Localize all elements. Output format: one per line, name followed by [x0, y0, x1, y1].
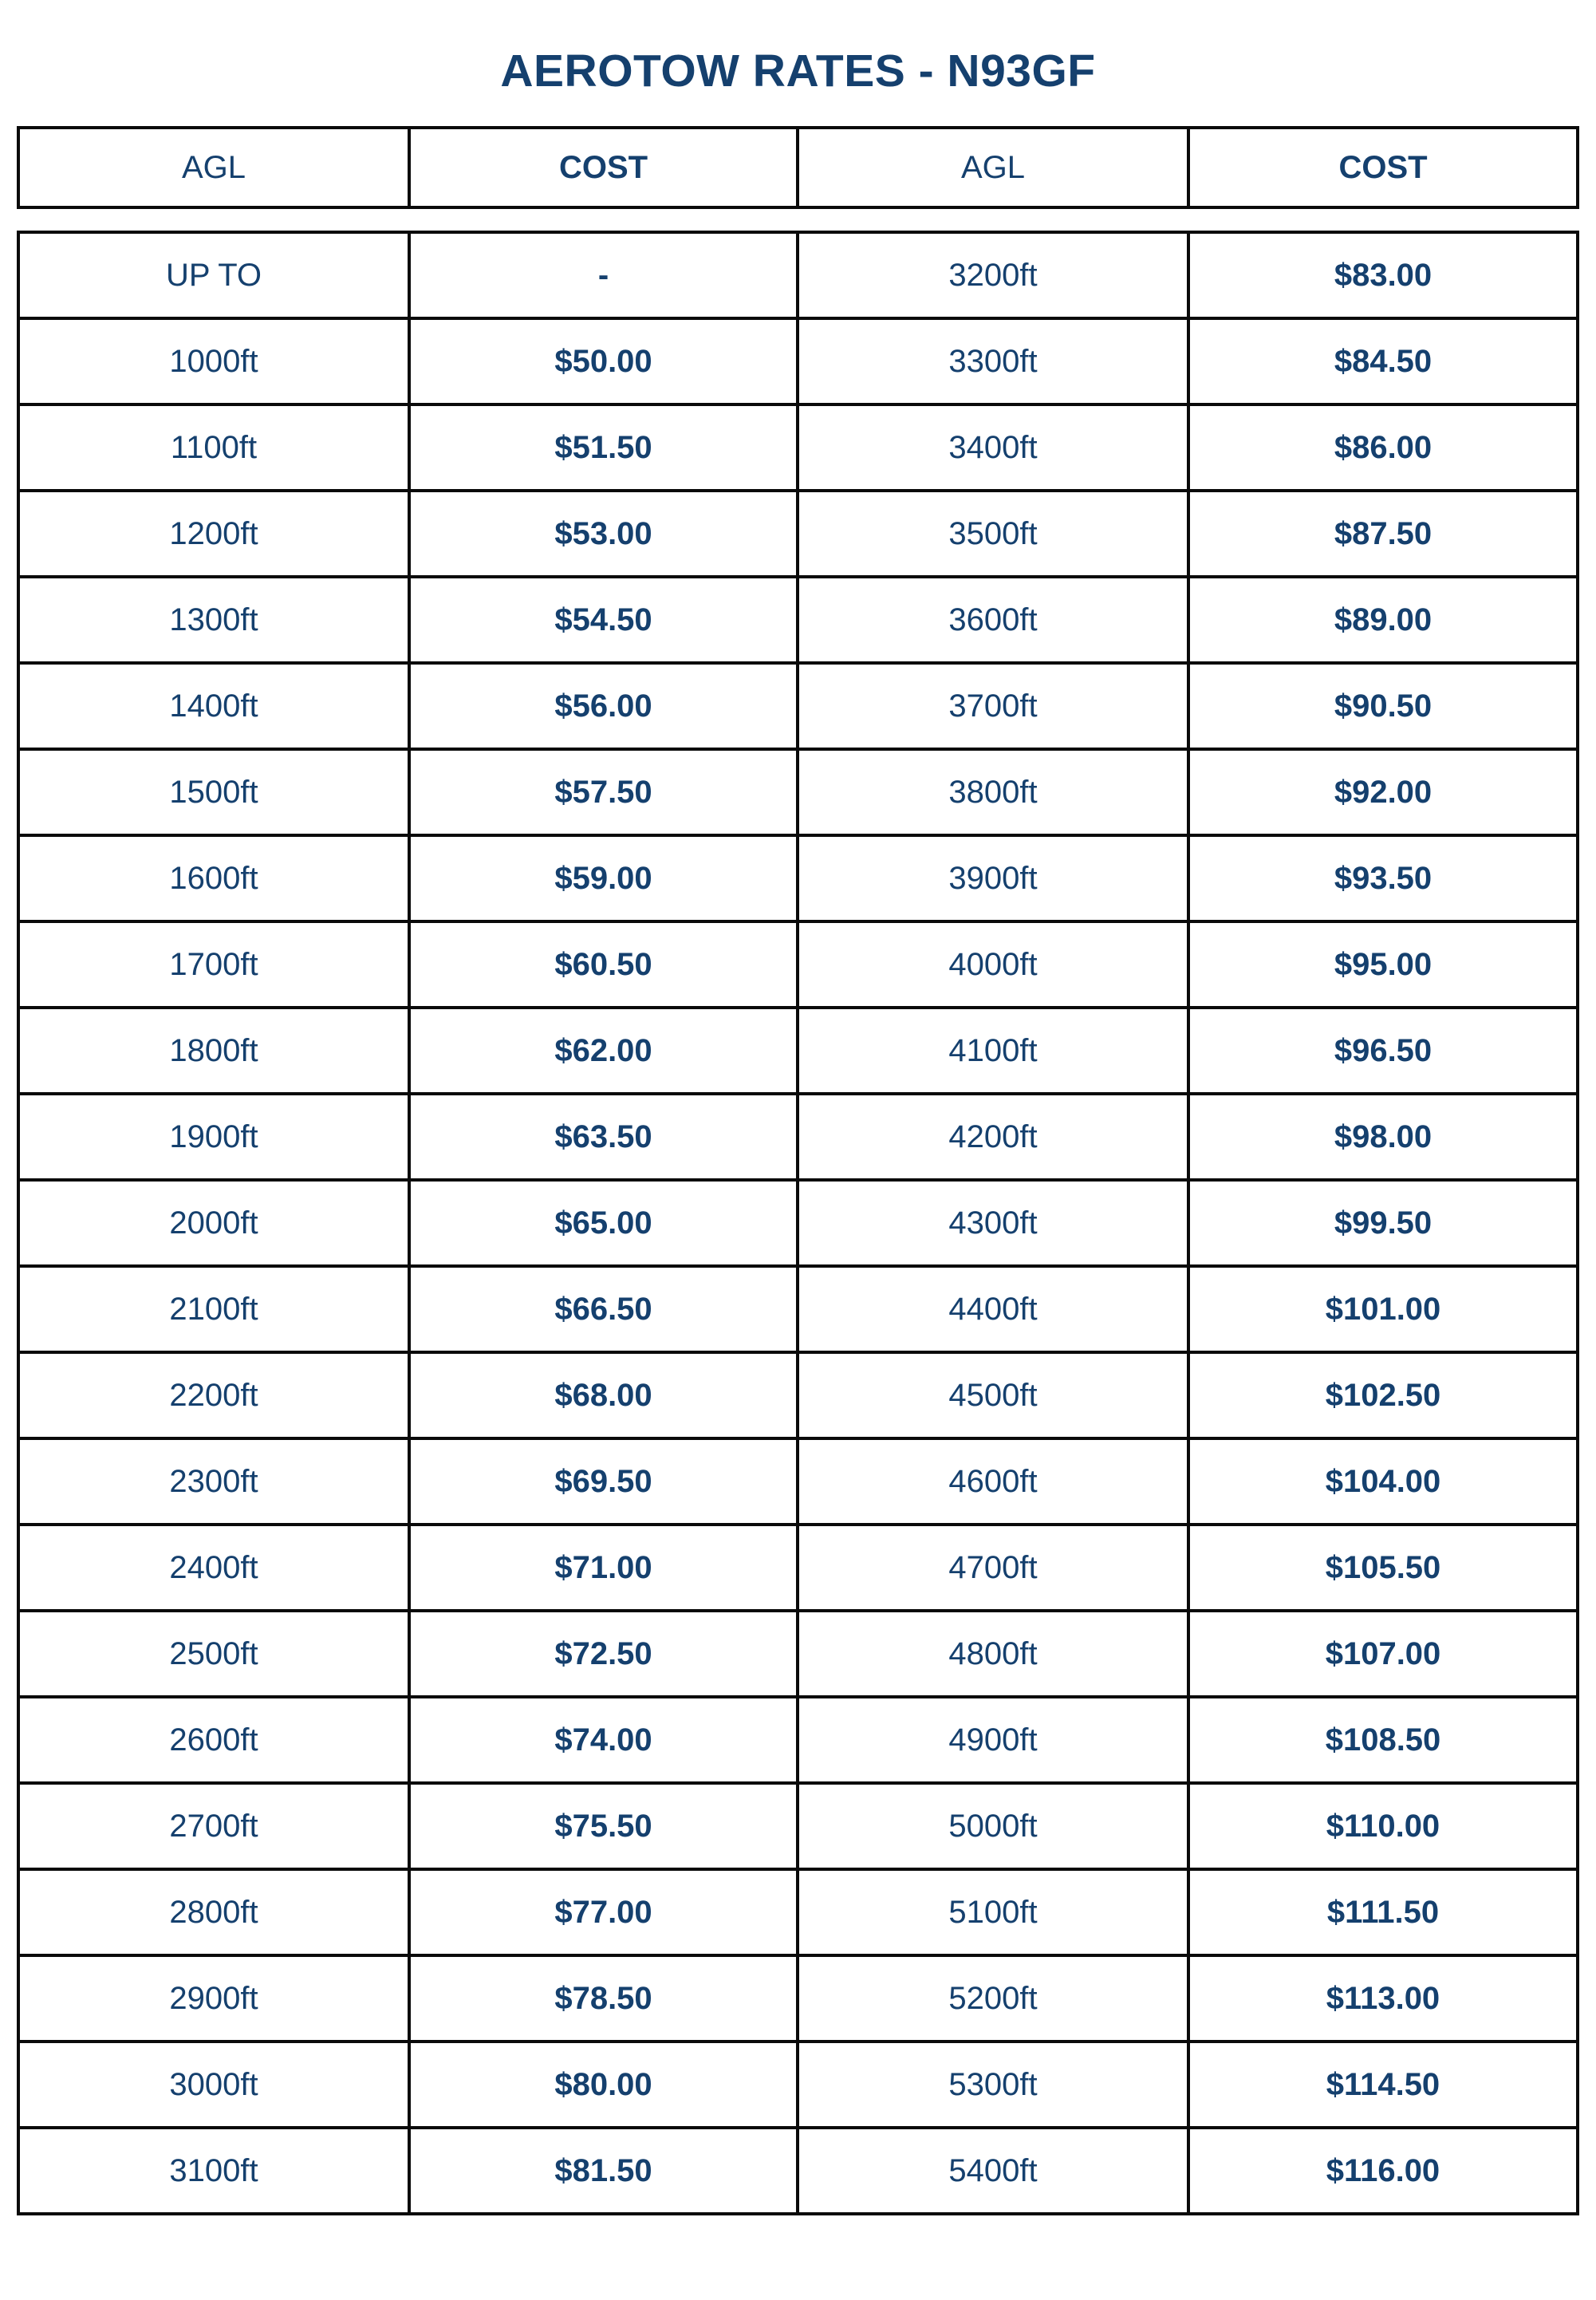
cell-agl-left: 2000ft: [18, 1180, 409, 1266]
cell-cost-right: $86.00: [1188, 404, 1578, 491]
table-row: [18, 1008, 1578, 1094]
cell-cost-right: $96.50: [1188, 1008, 1578, 1094]
cell-cost-right: $104.00: [1188, 1438, 1578, 1525]
table-row: [18, 2042, 1578, 2128]
cell-cost-left: $62.00: [409, 1008, 798, 1094]
cell-agl-left: 1600ft: [18, 835, 409, 921]
cell-agl-right: 4900ft: [798, 1697, 1188, 1783]
table-row: [18, 921, 1578, 1008]
cell-cost-right: $105.50: [1188, 1525, 1578, 1611]
cell-agl-left: 3100ft: [18, 2128, 409, 2214]
cell-agl-left: 2500ft: [18, 1611, 409, 1697]
cell-agl-left: UP TO: [18, 232, 409, 318]
cell-cost-left: $57.50: [409, 749, 798, 835]
cell-agl-right: 4000ft: [798, 921, 1188, 1008]
cell-agl-right: 4700ft: [798, 1525, 1188, 1611]
cell-agl-right: 4400ft: [798, 1266, 1188, 1352]
cell-cost-right: $99.50: [1188, 1180, 1578, 1266]
table-row: [18, 1525, 1578, 1611]
cell-agl-left: 2100ft: [18, 1266, 409, 1352]
cell-agl-right: 5400ft: [798, 2128, 1188, 2214]
page-title: AEROTOW RATES - N93GF: [500, 45, 1096, 97]
cell-cost-left: $78.50: [409, 1955, 798, 2042]
cell-agl-right: 5000ft: [798, 1783, 1188, 1869]
cell-cost-left: $51.50: [409, 404, 798, 491]
table-row: [18, 491, 1578, 577]
table-row: [18, 1783, 1578, 1869]
table-row: [18, 749, 1578, 835]
cell-agl-right: 4500ft: [798, 1352, 1188, 1438]
cell-cost-right: $113.00: [1188, 1955, 1578, 2042]
cell-cost-right: $101.00: [1188, 1266, 1578, 1352]
cell-agl-right: 4200ft: [798, 1094, 1188, 1180]
table-row: [18, 663, 1578, 749]
table-row: [18, 1094, 1578, 1180]
cell-cost-left: $59.00: [409, 835, 798, 921]
cell-cost-left: $56.00: [409, 663, 798, 749]
cell-cost-right: $87.50: [1188, 491, 1578, 577]
table-row: [18, 835, 1578, 921]
cell-agl-left: 1200ft: [18, 491, 409, 577]
cell-cost-left: $74.00: [409, 1697, 798, 1783]
cell-agl-left: 2900ft: [18, 1955, 409, 2042]
cell-cost-left: $66.50: [409, 1266, 798, 1352]
cell-cost-left: $65.00: [409, 1180, 798, 1266]
cell-cost-left: $80.00: [409, 2042, 798, 2128]
cell-cost-left: $71.00: [409, 1525, 798, 1611]
table-row: [18, 1955, 1578, 2042]
cell-agl-left: 2600ft: [18, 1697, 409, 1783]
cell-agl-right: 4300ft: [798, 1180, 1188, 1266]
cell-agl-left: 1300ft: [18, 577, 409, 663]
cell-cost-right: $114.50: [1188, 2042, 1578, 2128]
table-row: [18, 318, 1578, 404]
cell-cost-left: $69.50: [409, 1438, 798, 1525]
cell-agl-right: 3300ft: [798, 318, 1188, 404]
cell-cost-right: $90.50: [1188, 663, 1578, 749]
cell-cost-left: $75.50: [409, 1783, 798, 1869]
cell-agl-right: 3900ft: [798, 835, 1188, 921]
table-row: [18, 1266, 1578, 1352]
table-row: [18, 1438, 1578, 1525]
table-row: [18, 404, 1578, 491]
cell-agl-right: 4100ft: [798, 1008, 1188, 1094]
cell-cost-right: $102.50: [1188, 1352, 1578, 1438]
cell-agl-right: 5300ft: [798, 2042, 1188, 2128]
cell-cost-left: $68.00: [409, 1352, 798, 1438]
table-row: [18, 1697, 1578, 1783]
cell-agl-right: 3600ft: [798, 577, 1188, 663]
cell-agl-right: 3200ft: [798, 232, 1188, 318]
cell-agl-right: 5100ft: [798, 1869, 1188, 1955]
cell-agl-left: 1500ft: [18, 749, 409, 835]
cell-cost-right: $89.00: [1188, 577, 1578, 663]
cell-agl-left: 1900ft: [18, 1094, 409, 1180]
cell-agl-right: 3500ft: [798, 491, 1188, 577]
cell-agl-right: 4800ft: [798, 1611, 1188, 1697]
cell-cost-right: $111.50: [1188, 1869, 1578, 1955]
cell-cost-right: $83.00: [1188, 232, 1578, 318]
cell-cost-right: $107.00: [1188, 1611, 1578, 1697]
column-header-cost-right: COST: [1188, 128, 1578, 207]
rate-sheet-page: [0, 30, 1596, 2300]
cell-agl-left: 1400ft: [18, 663, 409, 749]
table-row: [18, 2128, 1578, 2214]
cell-cost-left: $53.00: [409, 491, 798, 577]
cell-agl-left: 2200ft: [18, 1352, 409, 1438]
table-row: [18, 232, 1578, 318]
cell-agl-left: 1800ft: [18, 1008, 409, 1094]
table-row: [18, 577, 1578, 663]
cell-agl-left: 2800ft: [18, 1869, 409, 1955]
cell-agl-left: 2300ft: [18, 1438, 409, 1525]
column-header-agl-left: AGL: [18, 128, 409, 207]
cell-cost-left: $60.50: [409, 921, 798, 1008]
cell-cost-right: $110.00: [1188, 1783, 1578, 1869]
cell-agl-left: 2400ft: [18, 1525, 409, 1611]
rates-table-body: [17, 231, 1579, 2215]
cell-agl-right: 3700ft: [798, 663, 1188, 749]
cell-cost-left: $63.50: [409, 1094, 798, 1180]
table-row: [18, 1869, 1578, 1955]
rates-table-header: [17, 126, 1579, 209]
table-header-row: [18, 128, 1578, 207]
cell-agl-right: 3800ft: [798, 749, 1188, 835]
table-row: [18, 1352, 1578, 1438]
cell-cost-right: $93.50: [1188, 835, 1578, 921]
column-header-cost-left: COST: [409, 128, 798, 207]
cell-agl-left: 3000ft: [18, 2042, 409, 2128]
cell-cost-right: $98.00: [1188, 1094, 1578, 1180]
table-row: [18, 1180, 1578, 1266]
cell-cost-right: $108.50: [1188, 1697, 1578, 1783]
cell-cost-left: $72.50: [409, 1611, 798, 1697]
cell-cost-right: $95.00: [1188, 921, 1578, 1008]
cell-cost-right: $92.00: [1188, 749, 1578, 835]
rates-table-body-rows: [18, 232, 1578, 2214]
table-row: [18, 1611, 1578, 1697]
cell-agl-left: 1700ft: [18, 921, 409, 1008]
cell-agl-left: 1100ft: [18, 404, 409, 491]
cell-agl-left: 1000ft: [18, 318, 409, 404]
cell-agl-right: 5200ft: [798, 1955, 1188, 2042]
cell-cost-left: $54.50: [409, 577, 798, 663]
column-header-agl-right: AGL: [798, 128, 1188, 207]
cell-cost-right: $84.50: [1188, 318, 1578, 404]
cell-cost-left: $50.00: [409, 318, 798, 404]
cell-cost-left: $81.50: [409, 2128, 798, 2214]
cell-agl-right: 3400ft: [798, 404, 1188, 491]
cell-cost-left: $77.00: [409, 1869, 798, 1955]
cell-cost-right: $116.00: [1188, 2128, 1578, 2214]
cell-cost-left: -: [409, 232, 798, 318]
cell-agl-right: 4600ft: [798, 1438, 1188, 1525]
cell-agl-left: 2700ft: [18, 1783, 409, 1869]
